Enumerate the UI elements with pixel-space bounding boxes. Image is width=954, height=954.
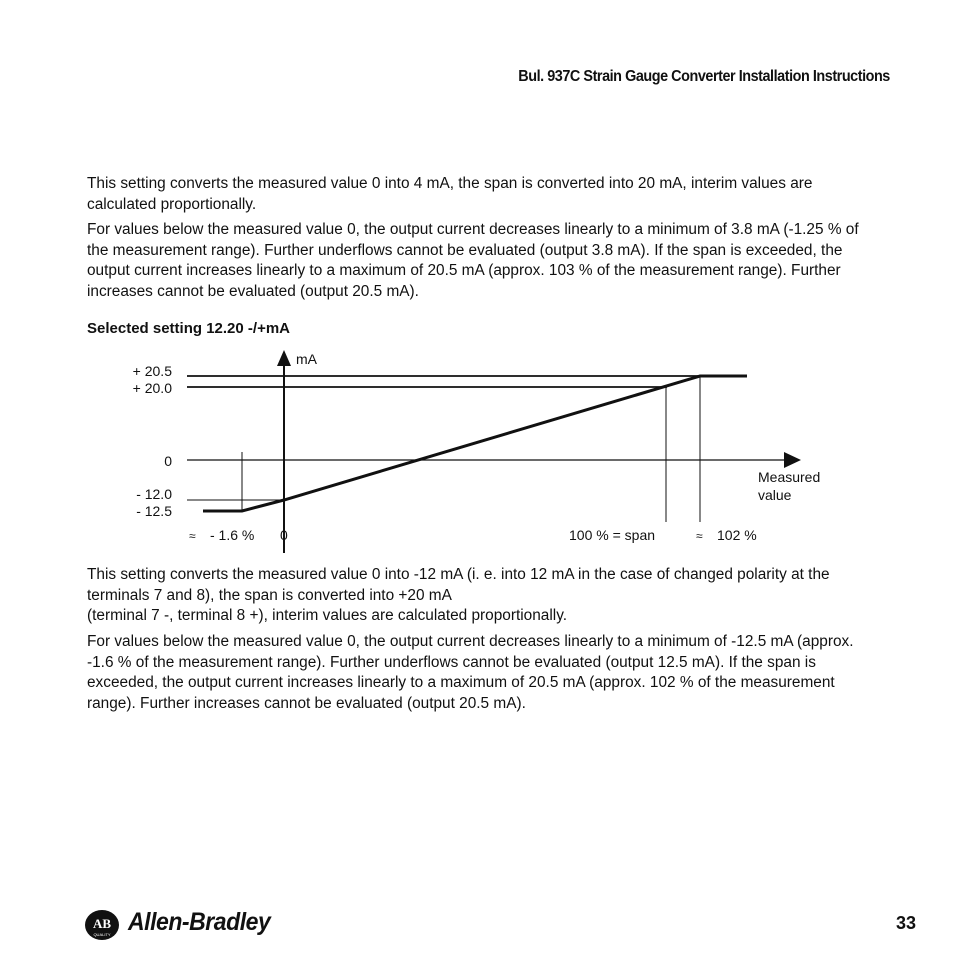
y-tick-minus-12-0: - 12.0 bbox=[136, 486, 172, 502]
y-tick-zero: 0 bbox=[164, 453, 172, 469]
paragraph-underflow-4-20ma: For values below the measured value 0, the output current decreases linearly to a minimum of 3.8 mA (-1.25 % of the measurement range). Further underflows cannot be evaluated (output 3.8 mA). If the span is exceeded, the output current increases linearly to a maximum of 20.5 mA (approx. 103 % of the measurement range). Further increases cannot be evaluated (output 20.5 mA). bbox=[87, 221, 859, 300]
x-axis-arrow bbox=[784, 452, 801, 468]
x-tick-span: 100 % = span bbox=[569, 527, 656, 543]
page-number: 33 bbox=[895, 913, 916, 933]
x-tick-approx-left: ≈ bbox=[189, 529, 196, 543]
paragraph-intro-12-20ma-line1: This setting converts the measured value 0 into -12 mA (i. e. into 12 mA in the case of changed polarity at the terminals 7 and 8), the span is converted into +20 mA bbox=[87, 566, 830, 604]
logo-subtext: QUALITY bbox=[93, 932, 111, 937]
paragraph-intro-12-20ma-line2: (terminal 7 -, terminal 8 +), interim values are calculated proportionally. bbox=[87, 607, 568, 625]
paragraph-intro-12-20ma bbox=[87, 565, 877, 627]
logo-text: AB bbox=[92, 916, 112, 931]
y-axis-arrow bbox=[277, 350, 291, 366]
allen-bradley-logo-icon bbox=[84, 909, 120, 941]
x-tick-102: 102 % bbox=[717, 527, 757, 543]
output-current-diagram bbox=[0, 340, 954, 555]
y-axis-label: mA bbox=[296, 351, 317, 367]
x-tick-approx-right: ≈ bbox=[696, 529, 703, 543]
x-axis-label-line1: Measured bbox=[758, 469, 821, 485]
y-tick-minus-12-5: - 12.5 bbox=[136, 503, 172, 519]
x-axis-label-line2: value bbox=[758, 487, 792, 503]
page-header-title: Bul. 937C Strain Gauge Converter Installation Instructions bbox=[518, 68, 890, 85]
x-tick-minus-1-6: - 1.6 % bbox=[210, 527, 255, 543]
y-tick-20-5: + 20.5 bbox=[132, 363, 172, 379]
paragraph-underflow-12-20ma: For values below the measured value 0, the output current decreases linearly to a minimum of -12.5 mA (approx. -1.6 % of the measurement range). Further underflows cannot be evaluated (output 12.5 mA). If the span is exceeded, the output current increases linearly to a maximum of 20.5 mA (approx. 102 % of the measurement range). Further increases cannot be evaluated (output 20.5 mA). bbox=[87, 633, 854, 712]
y-tick-20-0: + 20.0 bbox=[132, 380, 172, 396]
section-title: Selected setting 12.20 -/+mA bbox=[87, 320, 290, 337]
brand-name: Allen-Bradley bbox=[128, 908, 271, 936]
x-tick-zero: 0 bbox=[280, 527, 288, 543]
paragraph-intro-4-20ma: This setting converts the measured value 0 into 4 mA, the span is converted into 20 mA, interim values are calculated proportionally. bbox=[87, 175, 813, 213]
